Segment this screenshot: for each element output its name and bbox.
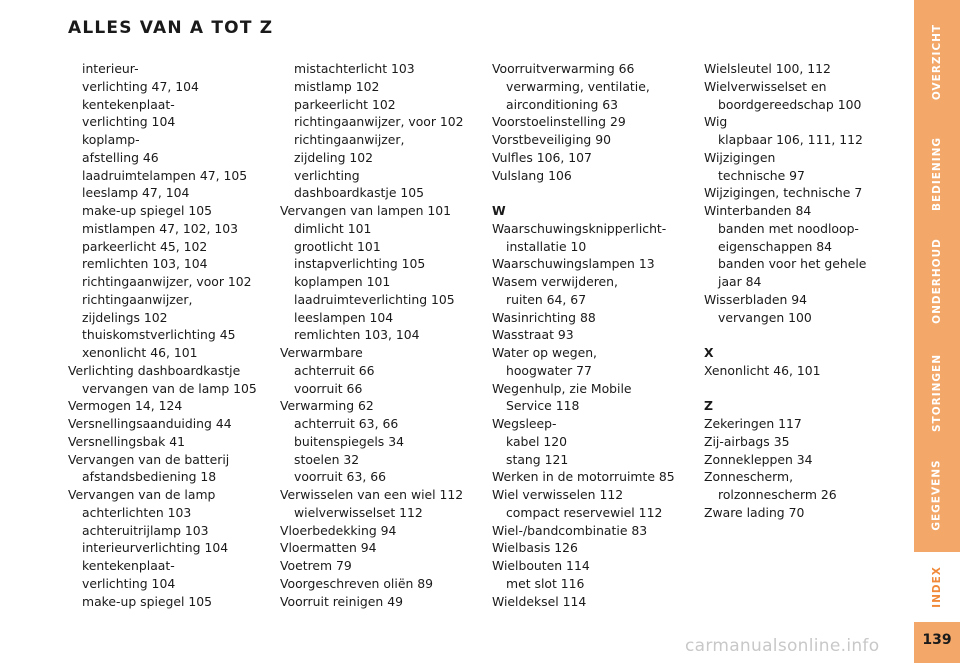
index-entry: eigenschappen 84 — [718, 238, 833, 254]
index-entry: Verwisselen van een wiel 112 — [280, 487, 464, 502]
index-entry: Wieldeksel 114 — [492, 593, 587, 609]
index-entry: achterruit 63, 66 — [294, 416, 399, 431]
index-entry: laadruimtelampen 47, 105 — [82, 167, 248, 183]
index-entry: technische 97 — [718, 167, 805, 183]
index-entry: mistlampen 47, 102, 103 — [82, 220, 239, 236]
index-entry: achterruit 66 — [294, 362, 375, 378]
index-entry: banden met noodloop- — [718, 220, 859, 236]
index-entry: Vulslang 106 — [492, 167, 572, 183]
index-entry: Verwarming 62 — [280, 398, 374, 414]
index-column-1 — [68, 60, 273, 610]
index-entry: Xenonlicht 46, 101 — [704, 362, 821, 378]
tab-overzicht[interactable] — [914, 8, 960, 116]
index-entry: parkeerlicht 102 — [294, 96, 396, 112]
index-entry: leeslampen 104 — [294, 309, 394, 325]
index-entry: Wegenhulp, zie Mobile — [492, 380, 632, 396]
index-entry: verwarming, ventilatie, — [506, 78, 650, 94]
tab-onderhoud[interactable] — [914, 222, 960, 340]
index-entry: klapbaar 106, 111, 112 — [718, 132, 863, 147]
index-entry: richtingaanwijzer, voor 102 — [294, 114, 464, 130]
page-number: 139 — [922, 632, 952, 648]
index-entry: kentekenplaat- — [82, 96, 175, 112]
index-entry: Wijzigingen — [704, 149, 776, 165]
tab-label: STORINGEN — [931, 353, 944, 433]
index-letter-heading: Z — [704, 398, 713, 414]
index-entry: Wasinrichting 88 — [492, 309, 596, 325]
index-entry: rolzonnescherm 26 — [718, 487, 837, 502]
index-entry: wielverwisselset 112 — [294, 504, 423, 520]
index-entry: laadruimteverlichting 105 — [294, 291, 455, 307]
index-entry: kentekenplaat- — [82, 558, 175, 573]
index-entry: Zij-airbags 35 — [704, 433, 790, 449]
index-entry: make-up spiegel 105 — [82, 203, 213, 218]
index-spacer — [492, 184, 697, 202]
index-entry: afstelling 46 — [82, 149, 159, 165]
index-entry: dashboardkastje 105 — [294, 185, 425, 201]
watermark: carmanualsonline.info — [685, 636, 880, 656]
index-entry: Wielsleutel 100, 112 — [704, 61, 831, 76]
index-column-4 — [704, 60, 909, 522]
index-entry: Vervangen van de lamp — [68, 487, 216, 502]
tab-gegevens[interactable] — [914, 440, 960, 550]
index-entry: verlichting 47, 104 — [82, 78, 199, 94]
index-entry: met slot 116 — [506, 575, 585, 591]
index-entry: richtingaanwijzer, — [294, 132, 405, 147]
index-entry: Zonnescherm, — [704, 469, 794, 485]
index-entry: Wiel-/bandcombinatie 83 — [492, 522, 648, 538]
index-entry: make-up spiegel 105 — [82, 593, 213, 609]
index-entry: compact reservewiel 112 — [506, 504, 663, 520]
index-entry: stoelen 32 — [294, 451, 360, 467]
index-entry: Zonnekleppen 34 — [704, 451, 813, 467]
index-entry: zijdelings 102 — [82, 309, 168, 325]
index-entry: mistlamp 102 — [294, 78, 380, 94]
index-entry: Vermogen 14, 124 — [68, 398, 183, 414]
index-entry: Zware lading 70 — [704, 504, 805, 520]
index-entry: Vervangen van de batterij — [68, 451, 230, 467]
index-column-2 — [280, 60, 485, 610]
index-entry: banden voor het gehele — [718, 256, 867, 272]
index-entry: richtingaanwijzer, — [82, 291, 193, 307]
index-entry: interieur- — [82, 61, 139, 76]
index-entry: Wegsleep- — [492, 416, 557, 431]
index-entry: mistachterlicht 103 — [294, 61, 415, 76]
index-entry: Waarschuwingsknipperlicht- — [492, 220, 667, 236]
index-entry: Zekeringen 117 — [704, 416, 802, 431]
index-spacer — [704, 380, 909, 398]
index-entry: instapverlichting 105 — [294, 256, 426, 272]
index-entry: Voorstoelinstelling 29 — [492, 114, 626, 130]
index-entry: Vloermatten 94 — [280, 540, 377, 556]
tab-storingen[interactable] — [914, 338, 960, 448]
index-letter-heading: X — [704, 345, 714, 360]
index-entry: parkeerlicht 45, 102 — [82, 238, 208, 254]
index-spacer — [704, 326, 909, 344]
index-entry: jaar 84 — [718, 274, 762, 289]
index-entry: Voorgeschreven oliën 89 — [280, 575, 434, 591]
index-entry: Wielbouten 114 — [492, 558, 590, 573]
index-entry: voorruit 66 — [294, 380, 363, 396]
index-entry: vervangen 100 — [718, 309, 812, 325]
index-entry: Waarschuwingslampen 13 — [492, 256, 655, 272]
index-entry: Water op wegen, — [492, 345, 597, 360]
index-entry: airconditioning 63 — [506, 96, 619, 112]
index-entry: Voorruitverwarming 66 — [492, 61, 635, 76]
index-entry: Service 118 — [506, 398, 580, 414]
index-entry: ruiten 64, 67 — [506, 291, 587, 307]
index-entry: Wasem verwijderen, — [492, 274, 618, 289]
index-entry: Vorstbeveiliging 90 — [492, 132, 612, 147]
index-entry: vervangen van de lamp 105 — [82, 380, 257, 396]
index-entry: boordgereedschap 100 — [718, 96, 862, 112]
index-entry: achterlichten 103 — [82, 504, 192, 520]
index-entry: leeslamp 47, 104 — [82, 185, 190, 201]
index-entry: richtingaanwijzer, voor 102 — [82, 274, 252, 289]
index-entry: stang 121 — [506, 451, 569, 467]
index-entry: grootlicht 101 — [294, 238, 381, 254]
index-entry: Voetrem 79 — [280, 558, 352, 573]
page-title: ALLES VAN A TOT Z — [68, 18, 274, 38]
tab-label: GEGEVENS — [931, 459, 944, 531]
index-entry: verlichting 104 — [82, 575, 176, 591]
index-entry: dimlicht 101 — [294, 220, 372, 236]
index-entry: Versnellingsbak 41 — [68, 433, 186, 449]
section-tabs-sidebar — [914, 0, 960, 663]
index-entry: koplampen 101 — [294, 274, 391, 289]
index-entry: Wielbasis 126 — [492, 540, 578, 556]
index-entry: verlichting 104 — [82, 114, 176, 130]
index-entry: Wasstraat 93 — [492, 327, 574, 343]
index-entry: Wiel verwisselen 112 — [492, 487, 624, 502]
index-entry: kabel 120 — [506, 433, 568, 449]
index-entry: Wisserbladen 94 — [704, 291, 807, 307]
index-entry: installatie 10 — [506, 238, 587, 254]
index-entry: zijdeling 102 — [294, 149, 374, 165]
tab-label: BEDIENING — [931, 136, 944, 212]
tab-label: ONDERHOUD — [931, 238, 943, 324]
index-entry: Vulfles 106, 107 — [492, 149, 592, 165]
index-entry: afstandsbediening 18 — [82, 469, 217, 485]
index-entry: xenonlicht 46, 101 — [82, 345, 198, 360]
index-entry: Vervangen van lampen 101 — [280, 203, 452, 218]
tab-label: OVERZICHT — [931, 23, 943, 101]
index-entry: remlichten 103, 104 — [294, 327, 420, 343]
index-entry: interieurverlichting 104 — [82, 540, 229, 556]
index-column-3 — [492, 60, 697, 610]
index-entry: hoogwater 77 — [506, 362, 592, 378]
index-entry: Wijzigingen, technische 7 — [704, 185, 863, 201]
index-entry: remlichten 103, 104 — [82, 256, 208, 272]
index-entry: buitenspiegels 34 — [294, 433, 404, 449]
tab-bediening[interactable] — [914, 120, 960, 228]
index-entry: Verlichting dashboardkastje — [68, 362, 241, 378]
index-entry: Voorruit reinigen 49 — [280, 593, 403, 609]
index-entry: Winterbanden 84 — [704, 203, 812, 218]
tab-label: INDEX — [931, 566, 943, 608]
index-letter-heading: W — [492, 203, 506, 218]
index-entry: Werken in de motorruimte 85 — [492, 469, 675, 485]
index-entry: achteruitrijlamp 103 — [82, 522, 209, 538]
index-entry: Vloerbedekking 94 — [280, 522, 397, 538]
index-entry: Wielverwisselset en — [704, 78, 827, 94]
index-entry: thuiskomstverlichting 45 — [82, 327, 236, 343]
index-entry: Verwarmbare — [280, 345, 363, 360]
tab-index[interactable] — [914, 552, 960, 622]
index-entry: Versnellingsaanduiding 44 — [68, 416, 232, 431]
index-entry: voorruit 63, 66 — [294, 469, 386, 485]
index-entry: Wig — [704, 114, 728, 130]
index-entry: verlichting — [294, 167, 360, 183]
index-entry: koplamp- — [82, 132, 140, 147]
